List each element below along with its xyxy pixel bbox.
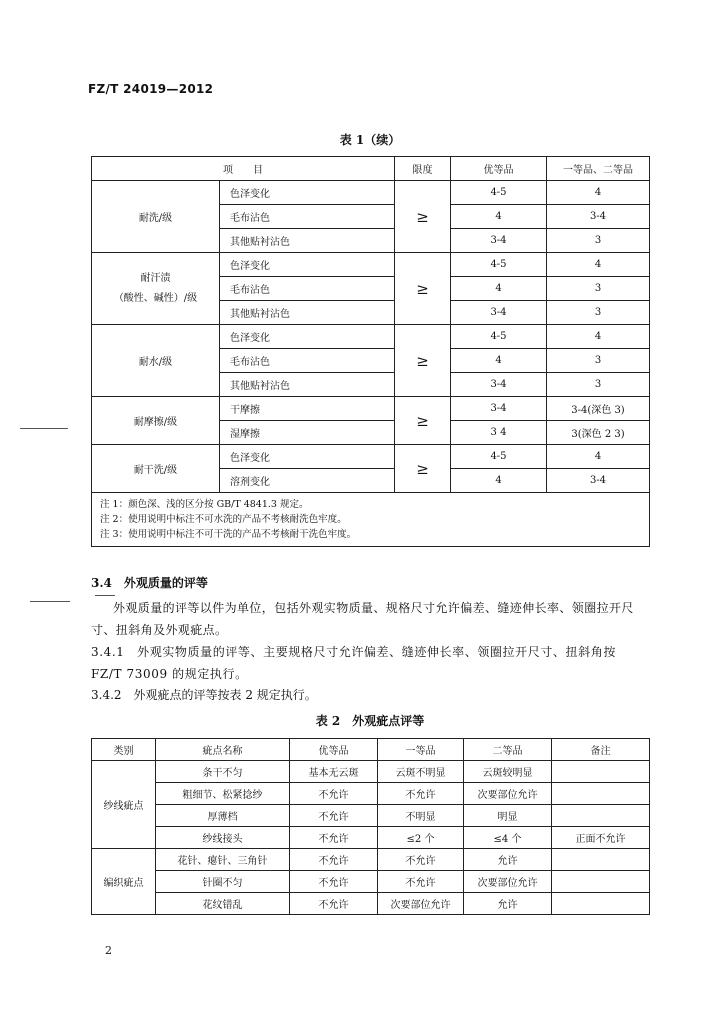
notes-row [92,493,650,547]
grade-value: 3 [547,349,650,373]
superior-value: 4 [451,277,547,301]
superior-value: 3-4 [451,229,547,253]
header-defect: 疵点名称 [156,739,290,761]
sub-item: 毛布沾色 [220,205,395,229]
table2-caption: 表 2 外观疵点评等 [315,714,425,728]
superior-value: 3-4 [451,373,547,397]
defect-name: 花针、瘪针、三角针 [156,849,290,871]
second-value: 允许 [464,893,552,915]
note-3: 注 3：使用说明中标注不可干洗的产品不考核耐干洗色牢度。 [100,529,357,540]
grade-value: 3 [547,301,650,325]
superior-value: 4-5 [451,445,547,469]
table-row [92,181,650,205]
table-header-row [92,157,650,181]
header-second: 二等品 [464,739,552,761]
paragraph-3-4-2: 3.4.2 外观疵点的评等按表 2 规定执行。 [91,688,317,702]
page-number: 2 [105,944,112,957]
table-row [92,893,650,915]
grade-value: 3-4 [547,469,650,493]
table-row [92,871,650,893]
second-value: 允许 [464,849,552,871]
note-1: 注 1：颜色深、浅的区分按 GB/T 4841.3 规定。 [100,499,309,510]
group-name-line1: 耐汗渍 [140,272,171,284]
table-row [92,325,650,349]
paragraph-3-4-1: 3.4.1 外观实物质量的评等、主要规格尺寸允许偏差、缝迹伸长率、领圈拉开尺寸、扭斜角按 FZ/T 73009 的规定执行。 [91,645,616,681]
sub-item: 色泽变化 [220,325,395,349]
table-row [92,827,650,849]
superior-value: 4-5 [451,181,547,205]
section-heading: 3.4 外观质量的评等 [91,576,208,590]
sub-item: 毛布沾色 [220,277,395,301]
superior-value: 基本无云斑 [290,761,378,783]
superior-value: 4 [451,469,547,493]
second-value: ≤4 个 [464,827,552,849]
first-value: 不允许 [378,849,464,871]
first-value: 不明显 [378,805,464,827]
sub-item: 其他贴衬沾色 [220,373,395,397]
grade-value: 4 [547,445,650,469]
defect-name: 纱线接头 [156,827,290,849]
group-name [92,253,220,325]
second-value: 云斑较明显 [464,761,552,783]
limit-symbol: ≥ [395,181,451,253]
remark-value: 正面不允许 [552,827,650,849]
table-row [92,761,650,783]
sub-item: 溶剂变化 [220,469,395,493]
superior-value: 4 [451,349,547,373]
grade-value: 4 [547,181,650,205]
header-limit: 限度 [395,157,451,181]
scan-artifact [95,595,115,596]
defect-name: 粗细节、松紧捻纱 [156,783,290,805]
first-value: 云斑不明显 [378,761,464,783]
superior-value: 4 [451,205,547,229]
group-name: 耐摩擦/级 [92,397,220,445]
limit-symbol: ≥ [395,397,451,445]
color-fastness-table [91,156,650,547]
sub-item: 色泽变化 [220,445,395,469]
second-value: 明显 [464,805,552,827]
group-name: 耐干洗/级 [92,445,220,493]
sub-item: 其他贴衬沾色 [220,229,395,253]
superior-value: 不允许 [290,893,378,915]
table-row [92,253,650,277]
sub-item: 色泽变化 [220,253,395,277]
sub-item: 毛布沾色 [220,349,395,373]
first-value: 次要部位允许 [378,893,464,915]
defect-name: 花纹错乱 [156,893,290,915]
remark-value [552,893,650,915]
grade-value: 3-4(深色 3) [547,397,650,421]
header-first-second: 一等品、二等品 [547,157,650,181]
defect-name: 针圈不匀 [156,871,290,893]
grade-value: 3 [547,373,650,397]
superior-value: 不允许 [290,783,378,805]
superior-value: 3 4 [451,421,547,445]
remark-value [552,805,650,827]
table-row [92,805,650,827]
defect-name: 厚薄档 [156,805,290,827]
sub-item: 其他贴衬沾色 [220,301,395,325]
remark-value [552,871,650,893]
note-2: 注 2：使用说明中标注不可水洗的产品不考核耐洗色牢度。 [100,514,347,525]
superior-value: 不允许 [290,849,378,871]
paragraph-appearance-grading: 外观质量的评等以件为单位，包括外观实物质量、规格尺寸允许偏差、缝迹伸长率、领圈拉开尺寸、扭斜角及外观疵点。 [91,601,634,637]
defect-name: 条干不匀 [156,761,290,783]
scan-artifact [20,428,68,429]
sub-item: 湿摩擦 [220,421,395,445]
remark-value [552,783,650,805]
superior-value: 3-4 [451,397,547,421]
grade-value: 3 [547,277,650,301]
grade-value: 4 [547,253,650,277]
grade-value: 3 [547,229,650,253]
superior-value: 不允许 [290,805,378,827]
table-row [92,783,650,805]
category-cell: 编织疵点 [92,849,156,915]
first-value: 不允许 [378,871,464,893]
group-name: 耐洗/级 [92,181,220,253]
header-remark: 备注 [552,739,650,761]
scan-artifact [30,601,70,602]
superior-value: 3-4 [451,301,547,325]
header-first: 一等品 [378,739,464,761]
table-header-row [92,739,650,761]
table1-caption: 表 1（续） [339,133,401,147]
second-value: 次要部位允许 [464,783,552,805]
table-row [92,849,650,871]
sub-item: 色泽变化 [220,181,395,205]
group-name: 耐水/级 [92,325,220,397]
remark-value [552,761,650,783]
header-superior: 优等品 [290,739,378,761]
category-cell: 纱线疵点 [92,761,156,849]
superior-value: 4-5 [451,253,547,277]
limit-symbol: ≥ [395,325,451,397]
grade-value: 3(深色 2 3) [547,421,650,445]
first-value: 不允许 [378,783,464,805]
first-value: ≤2 个 [378,827,464,849]
sub-item: 干摩擦 [220,397,395,421]
superior-value: 不允许 [290,827,378,849]
remark-value [552,849,650,871]
header-superior: 优等品 [451,157,547,181]
table-row [92,445,650,469]
superior-value: 4-5 [451,325,547,349]
group-name-line2: （酸性、碱性）/级 [113,292,198,304]
superior-value: 不允许 [290,871,378,893]
grade-value: 4 [547,325,650,349]
grade-value: 3-4 [547,205,650,229]
appearance-defect-table [91,738,650,915]
table-row [92,397,650,421]
document-code: FZ/T 24019—2012 [88,82,214,96]
limit-symbol: ≥ [395,253,451,325]
header-category: 类别 [92,739,156,761]
limit-symbol: ≥ [395,445,451,493]
second-value: 次要部位允许 [464,871,552,893]
table-notes [92,493,650,547]
header-item: 项 目 [92,157,395,181]
